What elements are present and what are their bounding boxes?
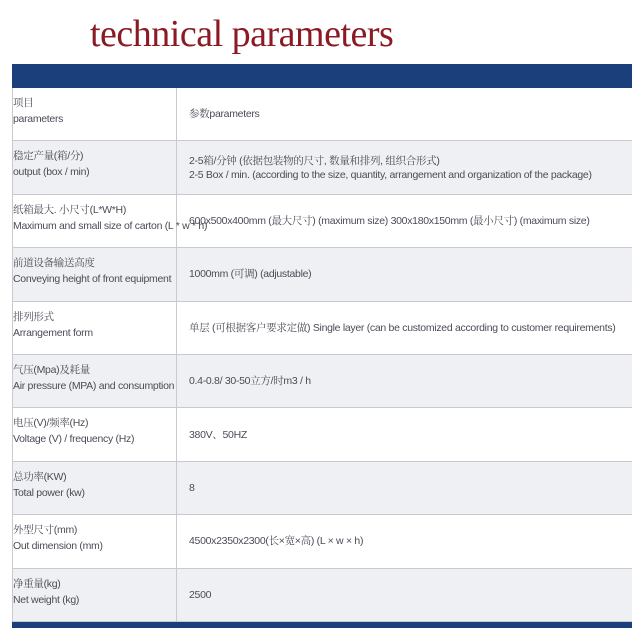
- row-label: [13, 248, 177, 300]
- label-en: parameters: [13, 113, 64, 125]
- value-line-1: 单层 (可根据客户要求定做) Single layer (can be customized according to customer requirements): [189, 321, 616, 334]
- table-row: [13, 462, 632, 515]
- value-line-1: 2500: [189, 588, 212, 601]
- label-cn: 前道设备输送高度: [13, 257, 95, 270]
- label-en: Voltage (V) / frequency (Hz): [13, 433, 135, 446]
- row-value: [177, 248, 632, 300]
- row-label: [13, 515, 177, 567]
- table-row: [13, 355, 632, 408]
- row-label: [13, 355, 177, 407]
- table-row: [13, 408, 632, 461]
- label-en: Maximum and small size of carton (L * w * h): [13, 219, 208, 232]
- row-label: [13, 569, 177, 621]
- value-line-1: 4500x2350x2300(长×宽×高) (L × w × h): [189, 535, 364, 548]
- row-label: [13, 88, 177, 140]
- table-row: [13, 195, 632, 248]
- label-en: Arrangement form: [13, 326, 93, 339]
- label-cn: 排列形式: [13, 310, 54, 323]
- row-label: [13, 408, 177, 460]
- row-value: [177, 355, 632, 407]
- table-footer-bar: [12, 622, 632, 628]
- label-cn: 总功率(KW): [13, 470, 67, 483]
- row-label: [13, 141, 177, 193]
- value-line-1: 0.4-0.8/ 30-50立方/时m3 / h: [189, 375, 311, 388]
- label-en: Out dimension (mm): [13, 540, 103, 553]
- label-cn: 电压(V)/频率(Hz): [13, 417, 89, 430]
- page-title: technical parameters: [90, 13, 394, 55]
- table-row: [13, 88, 632, 141]
- label-en: Air pressure (MPA) and consumption: [13, 379, 175, 392]
- row-value: [177, 195, 632, 247]
- value-line-1: 2-5箱/分钟 (依据包装物的尺寸, 数量和排列, 组织合形式): [189, 154, 440, 167]
- value-line-1: 380V、50HZ: [189, 428, 247, 441]
- label-en: Conveying height of front equipment: [13, 273, 172, 286]
- label-cn: 净重量(kg): [13, 577, 61, 590]
- label-en: Net weight (kg): [13, 593, 80, 606]
- row-value: [177, 141, 632, 193]
- label-cn: 外型尺寸(mm): [13, 524, 78, 537]
- row-value: [177, 569, 632, 621]
- table-row: [13, 515, 632, 568]
- label-cn: 稳定产量(箱/分): [13, 150, 84, 163]
- table-row: [13, 141, 632, 194]
- value-line-1: 参数parameters: [189, 108, 260, 121]
- table-row: [13, 248, 632, 301]
- label-en: output (box / min): [13, 166, 90, 179]
- parameters-table: [12, 88, 632, 622]
- label-cn: 项目: [13, 97, 34, 109]
- row-value: [177, 302, 632, 354]
- value-line-1: 1000mm (可调) (adjustable): [189, 268, 312, 281]
- row-label: [13, 195, 208, 247]
- value-line-1: 8: [189, 481, 195, 494]
- table-header-bar: [12, 64, 632, 88]
- label-en: Total power (kw): [13, 486, 85, 499]
- value-line-2: 2-5 Box / min. (according to the size, quantity, arrangement and organization of the package): [189, 168, 592, 181]
- row-value: [177, 462, 632, 514]
- value-line-1: 600x500x400mm (最大尺寸) (maximum size) 300x180x150mm (最小尺寸) (maximum size): [189, 214, 590, 227]
- table-row: [13, 569, 632, 622]
- row-value: [177, 408, 632, 460]
- row-value: [177, 515, 632, 567]
- row-label: [13, 462, 177, 514]
- row-label: [13, 302, 177, 354]
- label-cn: 纸箱最大. 小尺寸(L*W*H): [13, 203, 127, 216]
- label-cn: 气压(Mpa)及耗量: [13, 363, 90, 376]
- row-value: [177, 88, 632, 140]
- table-row: [13, 302, 632, 355]
